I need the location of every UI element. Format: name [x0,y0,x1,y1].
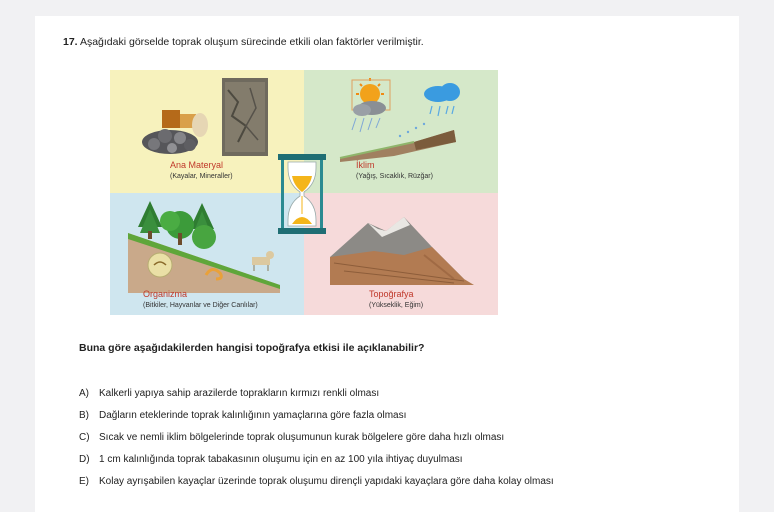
option-d[interactable] [79,454,463,465]
organism-subtitle: (Bitkiler, Hayvanlar ve Diğer Canlılar) [143,301,258,309]
climate-panel [304,70,498,193]
parent-material-subtitle: (Kayalar, Mineraller) [170,173,233,180]
option-letter: E) [79,476,89,487]
question-text: Aşağıdaki görselde toprak oluşum sürecinde etkili olan faktörler verilmiştir. [79,36,424,48]
option-b[interactable] [79,410,406,421]
topography-title: Topoğrafya [369,288,414,299]
question-header [63,36,424,48]
hourglass-icon [278,154,326,234]
option-a[interactable] [79,388,379,399]
topography-subtitle: (Yükseklik, Eğim) [369,301,424,309]
organism-title: Organizma [143,288,188,299]
climate-subtitle: (Yağış, Sıcaklık, Rüzğar) [356,173,433,180]
option-text: Kalkerli yapıya sahip arazilerde toprakların kırmızı renkli olması [99,388,380,399]
option-text: Kolay ayrışabilen kayaçlar üzerinde toprak oluşumu dirençli yapıdaki kayaçlara göre daha kolay olması [99,476,554,487]
organism-panel [110,193,304,316]
option-letter: D) [79,454,90,465]
option-text: Dağların eteklerinde toprak kalınlığının yamaçlarına göre fazla olması [99,410,407,421]
question-page [35,16,739,512]
option-letter: B) [79,410,89,421]
parent-material-title: Ana Materyal [170,160,224,170]
topography-panel [304,193,498,316]
option-e[interactable] [79,476,554,487]
option-letter: A) [79,388,89,399]
climate-title: İklim [356,160,375,170]
option-text: Sıcak ve nemli iklim bölgelerinde toprak oluşumunun kurak bölgelere göre daha hızlı olması [99,432,505,443]
option-letter: C) [79,432,90,443]
question-stem: Buna göre aşağıdakilerden hangisi topoğrafya etkisi ile açıklanabilir? [79,342,425,354]
option-c[interactable] [79,432,504,443]
question-number: 17. [63,36,78,48]
option-text: 1 cm kalınlığında toprak tabakasının oluşumu için en az 100 yıla ihtiyaç duyulması [99,454,463,465]
parent-material-panel [110,70,304,193]
soil-factors-figure [110,70,498,315]
organism-illustration [110,193,304,315]
